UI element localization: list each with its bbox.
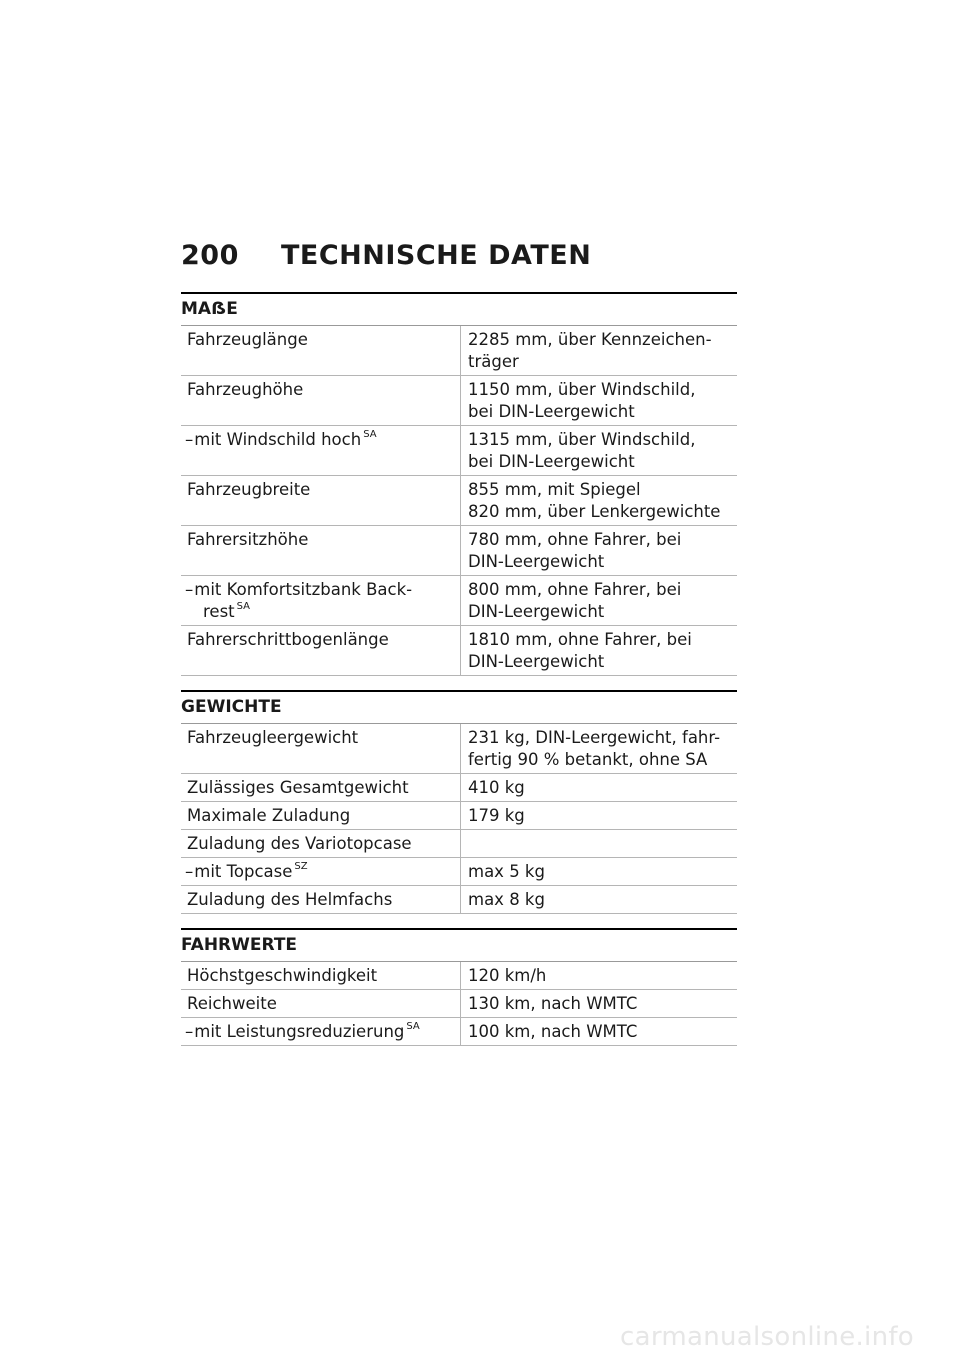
spec-label-cell (181, 830, 461, 858)
spec-value-line: 1315 mm, über Windschild, (468, 430, 696, 449)
spec-row (181, 526, 737, 576)
spec-value-line: träger (468, 352, 519, 371)
spec-label-cell (181, 990, 461, 1018)
spec-label: mit Leistungsreduzierung (194, 1022, 405, 1041)
footnote-marker: SA (363, 429, 377, 440)
spec-value-line: 231 kg, DIN-Leergewicht, fahr- (468, 728, 721, 747)
spec-value-line: 800 mm, ohne Fahrer, bei (468, 580, 682, 599)
spec-value-line: bei DIN-Leergewicht (468, 452, 635, 471)
spec-value-line: fertig 90 % betankt, ohne SA (468, 750, 708, 769)
spec-value-cell (461, 962, 738, 990)
spec-value-cell (461, 774, 738, 802)
dash-mark: – (185, 862, 194, 881)
spec-label-cell (181, 962, 461, 990)
spec-label-cell (181, 886, 461, 914)
spec-label-cell (181, 376, 461, 426)
spec-label-cell (181, 626, 461, 676)
spec-label: Fahrzeughöhe (187, 380, 304, 399)
spec-value-cell (461, 526, 738, 576)
spec-value-line: 780 mm, ohne Fahrer, bei (468, 530, 682, 549)
spec-row (181, 962, 737, 990)
spec-value-line: 1150 mm, über Windschild, (468, 380, 696, 399)
spec-label-cell (181, 802, 461, 830)
spec-row (181, 830, 737, 858)
spec-label-cell (181, 1018, 461, 1046)
page-number: 200 (181, 240, 239, 271)
manual-page (181, 240, 737, 1046)
spec-label-line (187, 529, 454, 551)
spec-label-line (185, 429, 454, 451)
spec-table (181, 724, 737, 914)
spec-row (181, 858, 737, 886)
spec-label-line (187, 379, 454, 401)
spec-value-line: 120 km/h (468, 966, 547, 985)
spec-row (181, 990, 737, 1018)
spec-label-line (187, 629, 454, 651)
page-title: TECHNISCHE DATEN (281, 240, 592, 271)
spec-label: Fahrzeugleergewicht (187, 728, 359, 747)
spec-row (181, 1018, 737, 1046)
spec-label-line (185, 861, 454, 883)
spec-label-cell (181, 724, 461, 774)
spec-value-line: max 8 kg (468, 890, 545, 909)
spec-label: Zuladung des Helmfachs (187, 890, 393, 909)
spec-value-line: 100 km, nach WMTC (468, 1022, 638, 1041)
spec-label-cell (181, 774, 461, 802)
spec-label: mit Topcase (194, 862, 293, 881)
spec-label: Höchstgeschwindigkeit (187, 966, 378, 985)
spec-label-part: rest (203, 602, 235, 621)
spec-value-line: DIN-Leergewicht (468, 552, 605, 571)
spec-label-line (187, 727, 454, 749)
spec-row (181, 426, 737, 476)
spec-label: Zuladung des Variotopcase (187, 834, 412, 853)
spec-label: Fahrzeugbreite (187, 480, 311, 499)
spec-label: Maximale Zuladung (187, 806, 351, 825)
spec-label-line (187, 329, 454, 351)
spec-value-cell (461, 326, 738, 376)
spec-label-cell (181, 426, 461, 476)
spec-value-cell (461, 626, 738, 676)
spec-value-line: 410 kg (468, 778, 525, 797)
spec-label-cell (181, 858, 461, 886)
spec-value-line: 179 kg (468, 806, 525, 825)
spec-row (181, 376, 737, 426)
spec-label-line (187, 833, 454, 855)
spec-value-cell (461, 476, 738, 526)
spec-label-line (187, 479, 454, 501)
spec-label-line (187, 993, 454, 1015)
spec-label: mit Komfortsitzbank Back- (194, 580, 413, 599)
spec-label-line (187, 777, 454, 799)
section-title: GEWICHTE (181, 692, 737, 724)
spec-row (181, 886, 737, 914)
spec-value-cell (461, 830, 738, 858)
spec-value-line: DIN-Leergewicht (468, 602, 605, 621)
spec-label-line (185, 579, 454, 601)
section-title: MAẞE (181, 294, 737, 326)
spec-row (181, 626, 737, 676)
spec-label: mit Windschild hoch (194, 430, 362, 449)
spec-value-line: 1810 mm, ohne Fahrer, bei (468, 630, 692, 649)
spec-row (181, 774, 737, 802)
spec-label-cell (181, 476, 461, 526)
dash-mark: – (185, 430, 194, 449)
spec-label-cell (181, 326, 461, 376)
spec-row (181, 724, 737, 774)
spec-label: Reichweite (187, 994, 277, 1013)
footnote-marker: SZ (294, 861, 308, 872)
spec-row (181, 326, 737, 376)
spec-value-line: DIN-Leergewicht (468, 652, 605, 671)
spec-row (181, 576, 737, 626)
spec-value-cell (461, 426, 738, 476)
footnote-marker: SA (236, 601, 251, 612)
footnote-marker: SA (406, 1021, 420, 1032)
spec-label-cell (181, 576, 461, 626)
spec-label: Fahrersitzhöhe (187, 530, 309, 549)
spec-value-line: max 5 kg (468, 862, 545, 881)
spec-value-line: 130 km, nach WMTC (468, 994, 638, 1013)
spec-value-cell (461, 1018, 738, 1046)
spec-label-continuation (185, 601, 454, 623)
dash-mark: – (185, 580, 194, 599)
watermark: carmanualsonline.info (620, 1322, 915, 1352)
spec-label: Fahrzeuglänge (187, 330, 308, 349)
spec-value-cell (461, 858, 738, 886)
spec-value-line: 855 mm, mit Spiegel (468, 480, 641, 499)
spec-value-cell (461, 724, 738, 774)
section-title: FAHRWERTE (181, 930, 737, 962)
spec-label-line (187, 889, 454, 911)
section-masse (181, 292, 737, 676)
spec-row (181, 802, 737, 830)
spec-value-line: 820 mm, über Lenkergewichte (468, 502, 721, 521)
section-fahrwerte (181, 928, 737, 1046)
spec-label: Zulässiges Gesamtgewicht (187, 778, 409, 797)
spec-label-line (185, 1021, 454, 1043)
spec-value-cell (461, 990, 738, 1018)
spec-label: Fahrerschrittbogenlänge (187, 630, 389, 649)
spec-row (181, 476, 737, 526)
dash-mark: – (185, 1022, 194, 1041)
spec-value-cell (461, 886, 738, 914)
spec-label-line (187, 965, 454, 987)
spec-value-cell (461, 376, 738, 426)
page-header (181, 240, 737, 284)
spec-label-cell (181, 526, 461, 576)
spec-table (181, 326, 737, 676)
spec-value-line: 2285 mm, über Kennzeichen- (468, 330, 712, 349)
spec-value-cell (461, 576, 738, 626)
spec-value-cell (461, 802, 738, 830)
spec-value-line: bei DIN-Leergewicht (468, 402, 635, 421)
section-gewichte (181, 690, 737, 914)
spec-label-line (187, 805, 454, 827)
spec-table (181, 962, 737, 1046)
